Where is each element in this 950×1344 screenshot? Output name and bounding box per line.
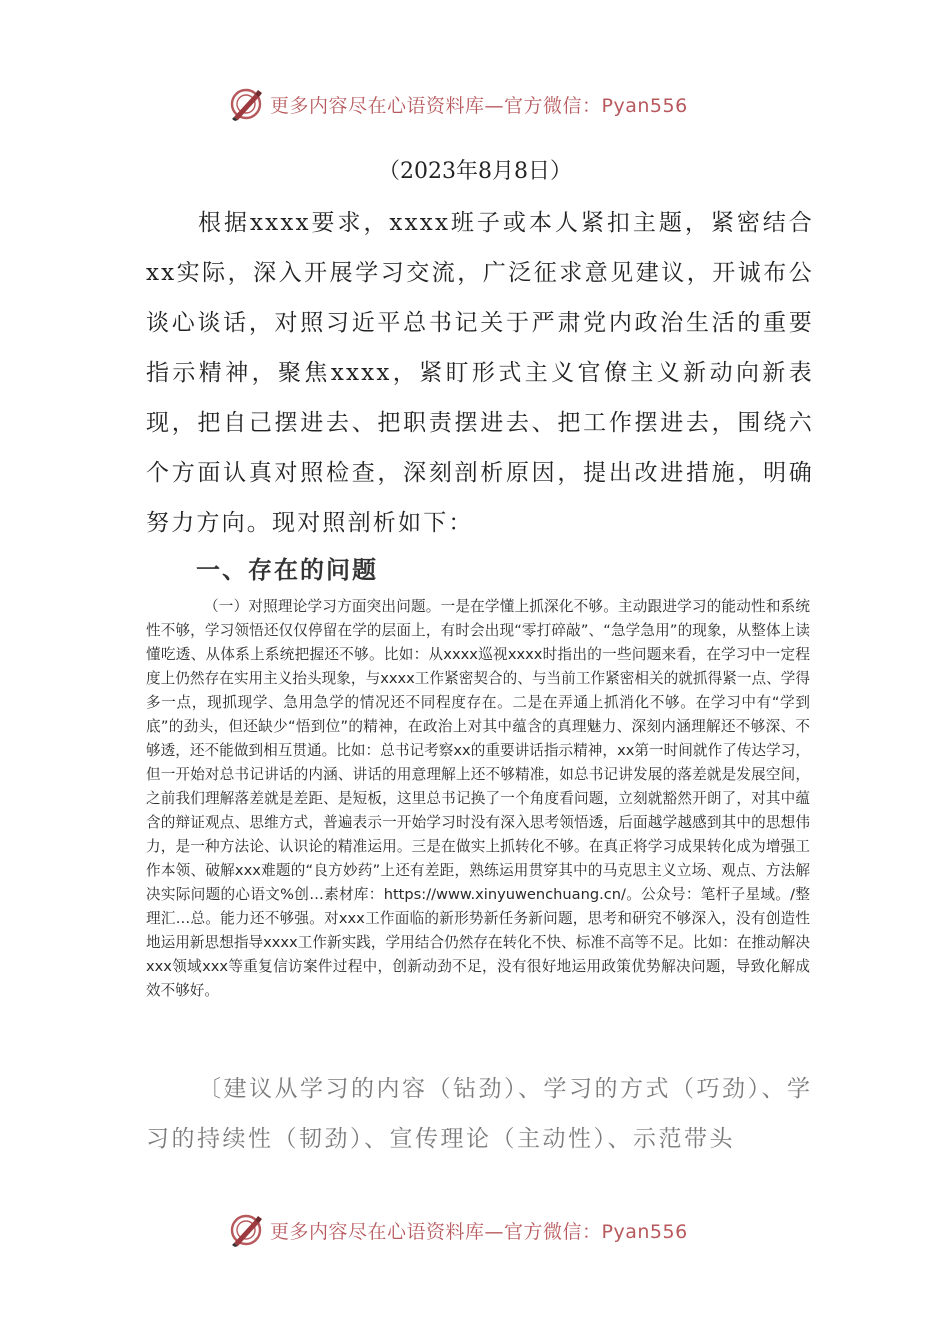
section-heading: 一、存在的问题	[196, 556, 378, 584]
document-date: （2023年8月8日）	[378, 159, 572, 184]
pen-circle-logo-icon	[228, 1212, 264, 1248]
footer-banner-text: 更多内容尽在心语资料库—官方微信：Pyan556	[270, 1220, 688, 1243]
detail-paragraph: （一）对照理论学习方面突出问题。一是在学懂上抓深化不够。主动跟进学习的能动性和系统性不够，学习领悟还仅仅停留在学的层面上，有时会出现“零打碎敲”、“急学急用”的现象，从整体上读懂吃透、从体系上系统把握还不够。比如：从xxxx巡视xxxx时指出的一些问题来看，在学习中一定程度上仍然存在实用主义抬头现象，与xxxx工作紧密契合的、与当前工作紧密相关的就抓得紧一点、学得多一点，现抓现学、急用急学的情况还不同程度存在。二是在弄通上抓消化不够。在学习中有“学到底”的劲头，但还缺少“悟到位”的精神，在政治上对其中蕴含的真理魅力、深刻内涵理解还不够深、不够透，还不能做到相互贯通。比如：总书记考察xx的重要讲话指示精神，xx第一时间就作了传达学习，但一开始对总书记讲话的内涵、讲话的用意理解上还不够精准，如总书记讲发展的落差就是发展空间，之前我们理解落差就是差距、是短板，这里总书记换了一个角度看问题，立刻就豁然开朗了，对其中蕴含的辩证观点、思维方式，普遍表示一开始学习时没有深入思考领悟透，后面越学越感到其中的思想伟力，是一种方法论、认识论的精准运用。三是在做实上抓转化不够。在真正将学习成果转化成为增强工作本领、破解xxx难题的“良方妙药”上还有差距，熟练运用贯穿其中的马克思主义立场、观点、方法解决实际问题的心语文%创…素材库：https://www.xinyuwenchuang.cn/。公众号：笔杆子星域。/整理汇…总。能力还不够强。对xxx工作面临的新形势新任务新问题，思考和研究不够深入，没有创造性地运用新思想指导xxxx工作新实践，学用结合仍然存在转化不快、标准不高等不足。比如：在推动解决xxx领域xxx等重复信访案件过程中，创新动劲不足，没有很好地运用政策优势解决问题，导致化解成效不够好。	[146, 598, 810, 999]
pen-circle-logo-icon	[228, 86, 264, 122]
suggestion-paragraph: 〔建议从学习的内容（钻劲）、学习的方式（巧劲）、学习的持续性（韧劲）、宣传理论（主动性）、示范带头	[146, 1076, 813, 1152]
header-banner-text: 更多内容尽在心语资料库—官方微信：Pyan556	[270, 94, 688, 117]
intro-paragraph: 根据xxxx要求，xxxx班子或本人紧扣主题，紧密结合xx实际，深入开展学习交流，广泛征求意见建议，开诚布公谈心谈话，对照习近平总书记关于严肃党内政治生活的重要指示精神，聚焦xxxx，紧盯形式主义官僚主义新动向新表现，把自己摆进去、把职责摆进去、把工作摆进去，围绕六个方面认真对照检查，深刻剖析原因，提出改进措施，明确努力方向。现对照剖析如下：	[146, 210, 814, 536]
footer-banner	[228, 1210, 748, 1250]
header-banner	[228, 84, 748, 124]
